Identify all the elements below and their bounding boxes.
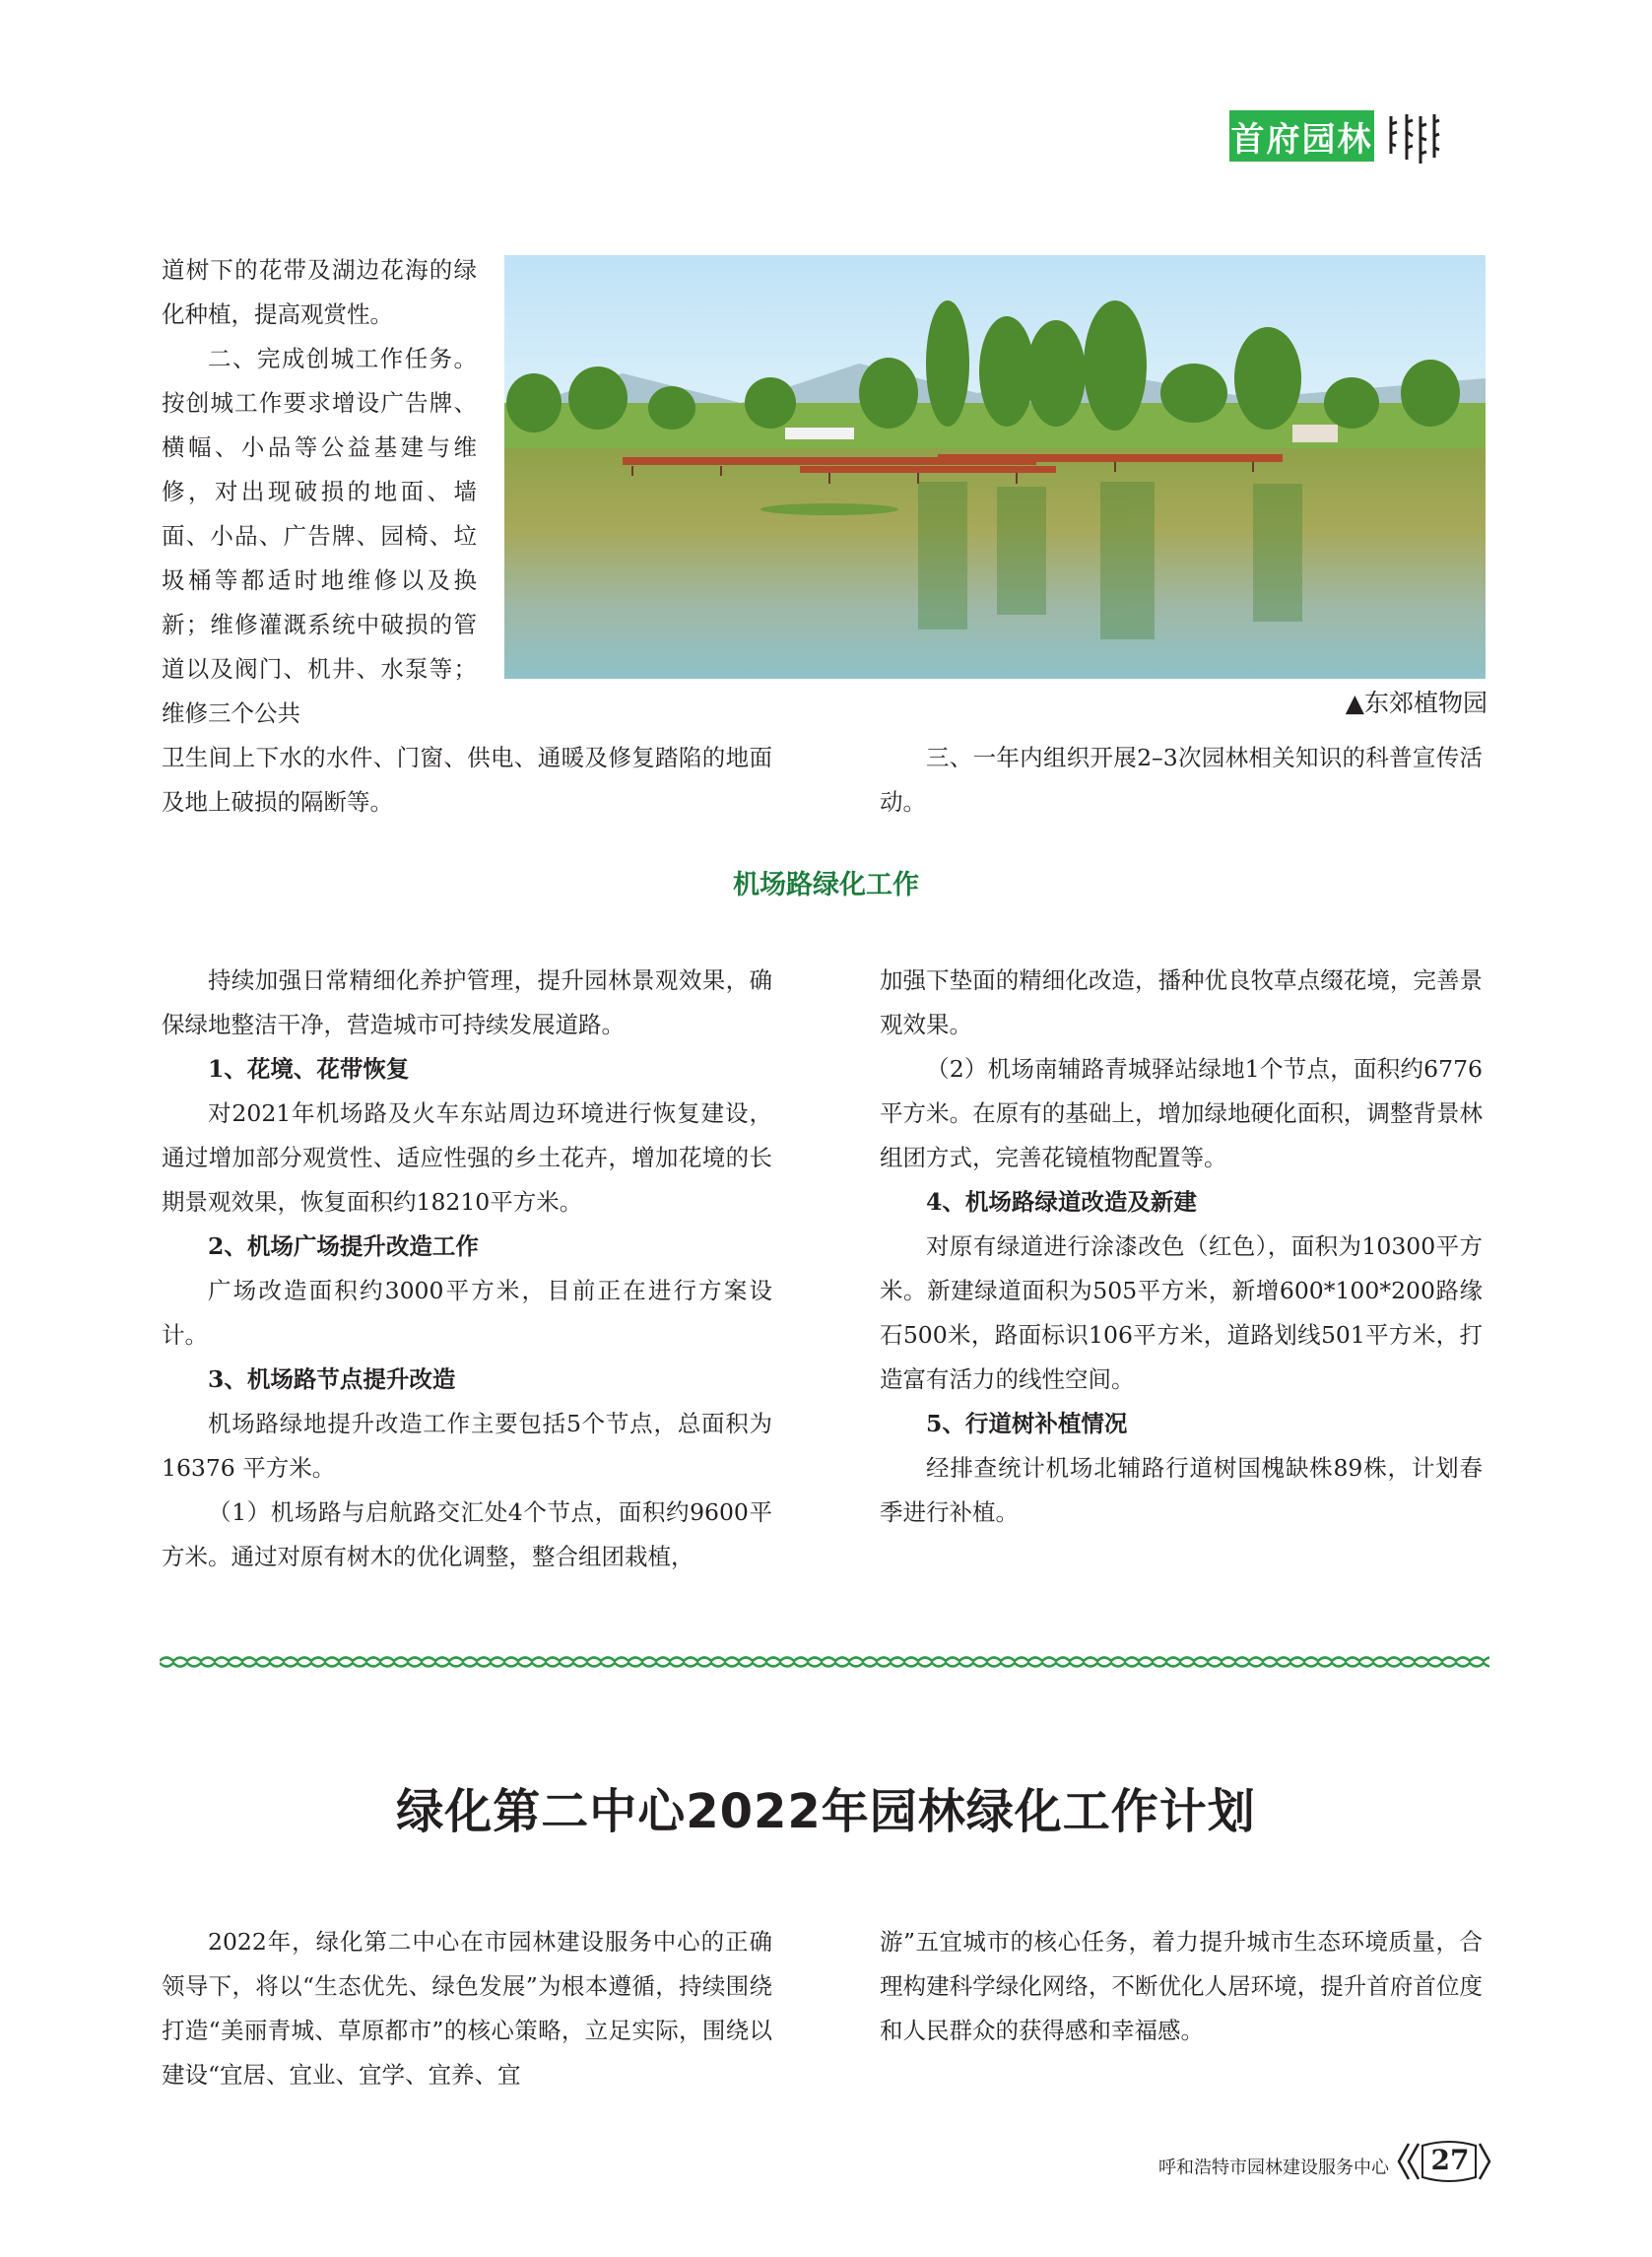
article-title: 绿化第二中心2022年园林绿化工作计划 [396, 1784, 1256, 1839]
subheading: 1、花境、花带恢复 [208, 1055, 410, 1083]
top-left-wide-column [162, 736, 772, 825]
lake-park-photo [504, 255, 1486, 679]
paragraph: 广场改造面积约3000平方米，目前正在进行方案设计。 [162, 1277, 772, 1349]
top-left-narrow-column [162, 248, 477, 736]
paragraph: 对原有绿道进行涂漆改色（红色），面积为10300平方米。新建绿道面积为505平方米，新增600*100*200路缘石500米，路面标识106平方米，道路划线501平方米，打造富有活力的线性空间。 [880, 1232, 1483, 1393]
mongolian-script-logo [1383, 110, 1442, 167]
paragraph: 经排查统计机场北辅路行道树国槐缺株89株，计划春季进行补植。 [880, 1454, 1483, 1526]
paragraph: 对2021年机场路及火车东站周边环境进行恢复建设，通过增加部分观赏性、适应性强的乡土花卉，增加花境的长期景观效果，恢复面积约18210平方米。 [162, 1099, 772, 1216]
magazine-badge: 首府园林 [1229, 110, 1374, 162]
subheading: 3、机场路节点提升改造 [208, 1365, 456, 1393]
bottom-right-column [880, 1920, 1483, 2053]
middle-right-column [880, 959, 1483, 1535]
subheading: 4、机场路绿道改造及新建 [926, 1188, 1197, 1216]
subheading: 5、行道树补植情况 [926, 1410, 1128, 1437]
wavy-divider [160, 1651, 1489, 1671]
bottom-left-column [162, 1920, 772, 2097]
section-title: 机场路绿化工作 [733, 870, 919, 900]
paragraph: 道树下的花带及湖边花海的绿化种植，提高观赏性。 [162, 256, 477, 328]
paragraph: （1）机场路与启航路交汇处4个节点，面积约9600平方米。通过对原有树木的优化调整，整合组团栽植， [162, 1498, 772, 1570]
top-right-column [880, 736, 1483, 825]
paragraph: 游”五宜城市的核心任务，着力提升城市生态环境质量，合理构建科学绿化网络，不断优化人居环境，提升首府首位度和人民群众的获得感和幸福感。 [880, 1928, 1483, 2044]
subheading: 2、机场广场提升改造工作 [208, 1232, 479, 1260]
page-number: 27 [1430, 2144, 1470, 2176]
paragraph: 三、一年内组织开展2–3次园林相关知识的科普宣传活动。 [880, 744, 1483, 816]
page-number-badge [1395, 2140, 1493, 2183]
paragraph: 机场路绿地提升改造工作主要包括5个节点，总面积为16376 平方米。 [162, 1410, 772, 1482]
paragraph: 加强下垫面的精细化改造，播种优良牧草点缀花境，完善景观效果。 [880, 966, 1483, 1038]
middle-left-column [162, 959, 772, 1579]
paragraph: 卫生间上下水的水件、门窗、供电、通暖及修复踏陷的地面及地上破损的隔断等。 [162, 744, 772, 816]
photo-caption: ▲东郊植物园 [1345, 689, 1487, 717]
paragraph: 2022年，绿化第二中心在市园林建设服务中心的正确领导下，将以“生态优先、绿色发展”为根本遵循，持续围绕打造“美丽青城、草原都市”的核心策略，立足实际，围绕以建设“宜居、宜业、宜学、宜养、宜 [162, 1928, 772, 2089]
paragraph: （2）机场南辅路青城驿站绿地1个节点，面积约6776平方米。在原有的基础上，增加绿地硬化面积，调整背景林组团方式，完善花镜植物配置等。 [880, 1055, 1483, 1171]
footer-organization: 呼和浩特市园林建设服务中心 [1158, 2157, 1389, 2178]
paragraph: 持续加强日常精细化养护管理，提升园林景观效果，确保绿地整洁干净，营造城市可持续发展道路。 [162, 966, 772, 1038]
paragraph: 二、完成创城工作任务。按创城工作要求增设广告牌、横幅、小品等公益基建与维修，对出现破损的地面、墙面、小品、广告牌、园椅、垃圾桶等都适时地维修以及换新；维修灌溉系统中破损的管道以及阀门、机井、水泵等；维修三个公共 [162, 345, 477, 727]
